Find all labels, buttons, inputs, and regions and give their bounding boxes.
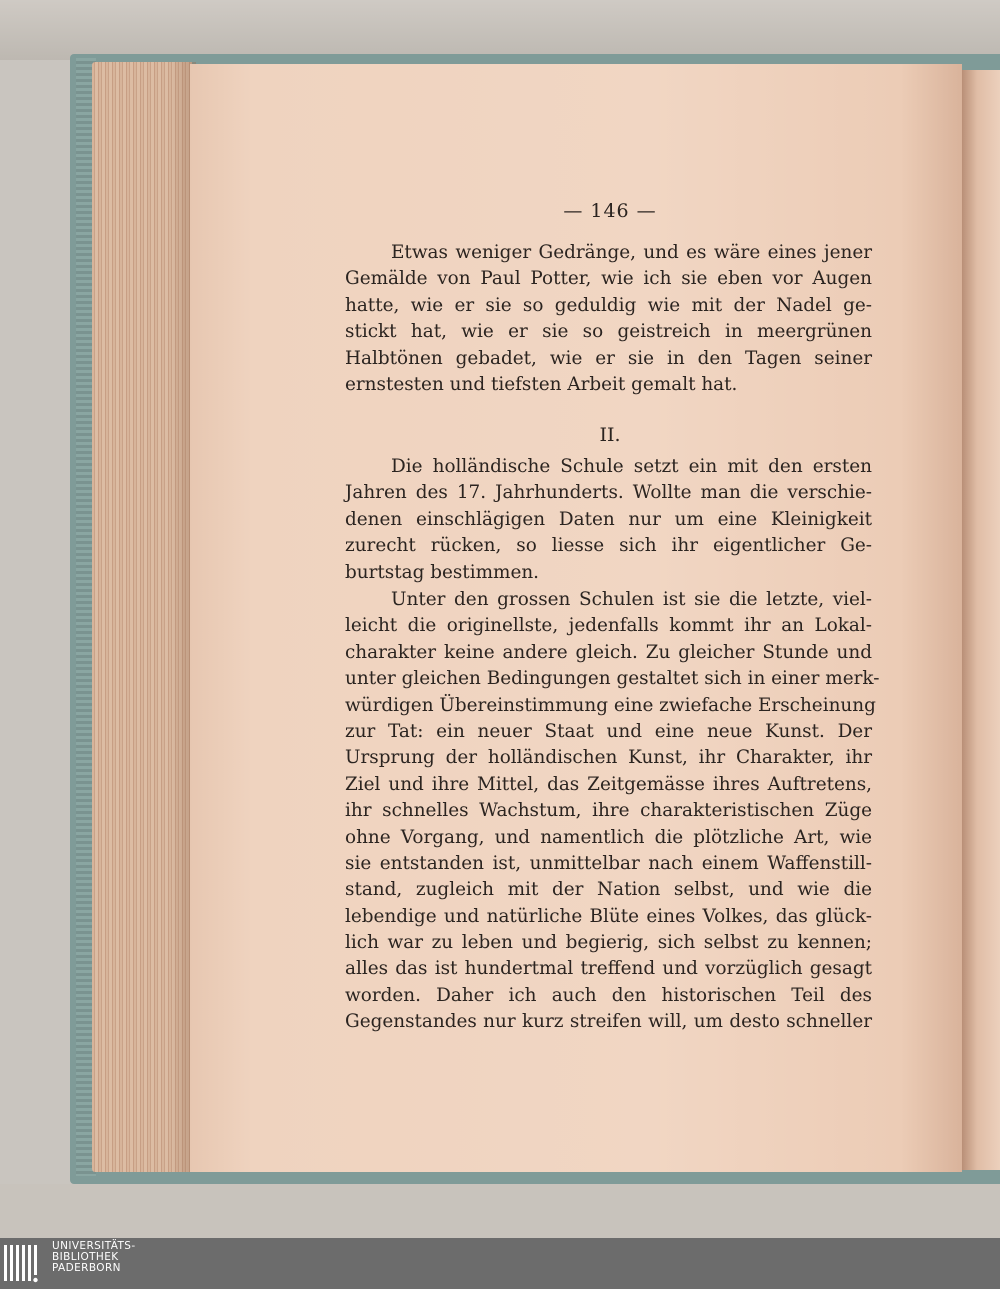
- text-line: Gemälde von Paul Potter, wie ich sie eben vor Augen: [345, 268, 872, 290]
- paragraph-2: [345, 454, 872, 586]
- text-line: Ziel und ihre Mittel, das Zeitgemässe ihres Auftretens,: [345, 773, 872, 795]
- text-line: stickt hat, wie er sie so geistreich in meergrünen: [345, 321, 872, 343]
- text-line: charakter keine andere gleich. Zu gleicher Stunde und: [345, 641, 872, 663]
- library-logo-icon: [4, 1243, 44, 1283]
- text-line: alles das ist hundertmal treffend und vorzüglich gesagt: [345, 958, 872, 980]
- text-line: Die holländische Schule setzt ein mit den ersten: [391, 456, 872, 477]
- text-line: stand, zugleich mit der Nation selbst, und wie die: [345, 879, 872, 901]
- text-line: denen einschlägigen Daten nur um eine Kleinigkeit: [345, 508, 872, 530]
- logo-line-3: PADERBORN: [52, 1262, 121, 1274]
- text-line: lich war zu leben und begierig, sich selbst zu kennen;: [345, 932, 872, 954]
- scan-backdrop-bottom: [0, 1184, 1000, 1238]
- text-line: zur Tat: ein neuer Staat und eine neue Kunst. Der: [345, 720, 872, 742]
- text-line: Gegenstandes nur kurz streifen will, um desto schneller: [345, 1011, 872, 1033]
- section-heading: II.: [599, 424, 621, 446]
- text-line: leicht die originellste, jedenfalls kommt ihr an Lokal-: [345, 615, 872, 637]
- logo-line-1: UNIVERSITÄTS-: [52, 1240, 136, 1252]
- scan-backdrop: [0, 0, 1000, 60]
- text-line: burtstag bestimmen.: [345, 561, 540, 583]
- text-line: Unter den grossen Schulen ist sie die letzte, viel-: [391, 589, 872, 610]
- text-line: lebendige und natürliche Blüte eines Volkes, das glück-: [345, 905, 872, 927]
- text-line: Halbtönen gebadet, wie er sie in den Tagen seiner: [345, 347, 872, 369]
- text-line: sie entstanden ist, unmittelbar nach einem Waffenstill-: [345, 852, 872, 874]
- text-line: unter gleichen Bedingungen gestaltet sich in einer merk-: [345, 668, 880, 690]
- facing-page-edge: [962, 70, 1000, 1170]
- library-logo-text: [52, 1241, 136, 1274]
- text-line: worden. Daher ich auch den historischen Teil des: [345, 984, 872, 1006]
- text-line: Ursprung der holländischen Kunst, ihr Charakter, ihr: [345, 747, 872, 769]
- text-line: ernstesten und tiefsten Arbeit gemalt hat.: [345, 373, 738, 395]
- paragraph-1: [345, 240, 872, 398]
- text-line: ohne Vorgang, und namentlich die plötzliche Art, wie: [345, 826, 872, 848]
- library-footer-bar: [0, 1238, 1000, 1289]
- paragraph-3: [345, 587, 880, 1036]
- text-line: zurecht rücken, so liesse sich ihr eigentlicher Ge-: [345, 535, 872, 557]
- text-line: hatte, wie er sie so geduldig wie mit der Nadel ge-: [345, 294, 872, 316]
- text-line: würdigen Übereinstimmung eine zwiefache Erscheinung: [345, 694, 876, 716]
- text-line: Jahren des 17. Jahrhunderts. Wollte man die verschie-: [345, 482, 872, 504]
- logo-line-2: BIBLIOTHEK: [52, 1251, 119, 1263]
- text-line: ihr schnelles Wachstum, ihre charakteristischen Züge: [345, 800, 872, 822]
- page-number: — 146 —: [563, 200, 657, 222]
- text-line: Etwas weniger Gedränge, und es wäre eines jener: [391, 242, 872, 263]
